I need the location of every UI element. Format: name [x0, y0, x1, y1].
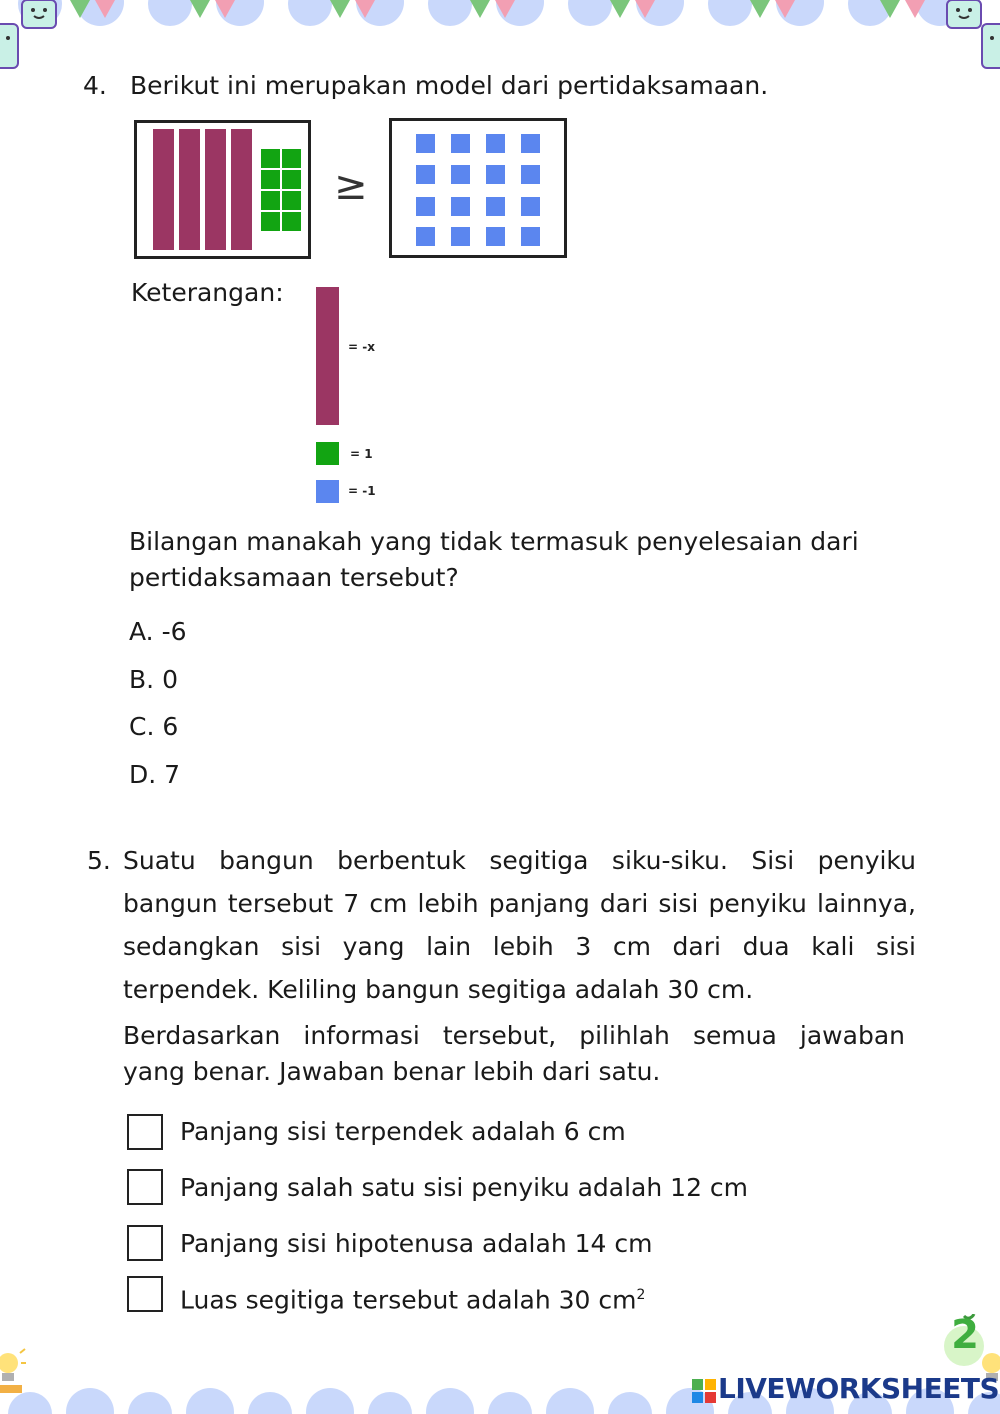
option-c[interactable] [129, 711, 178, 743]
negative-unit-tile [416, 227, 435, 246]
cube-mascot-icon [980, 22, 1000, 70]
question-prompt: Berikut ini merupakan model dari pertidaksamaan. [130, 71, 769, 100]
legend-blue-label: = -1 [348, 484, 376, 498]
choice-label [180, 1277, 645, 1318]
cube-mascot-icon [20, 0, 58, 30]
positive-unit-tile [282, 212, 301, 231]
liveworksheets-logo-icon [692, 1379, 716, 1403]
liveworksheets-logo[interactable]: LIVEWORKSHEETS [718, 1372, 1000, 1405]
negative-unit-tile [486, 227, 505, 246]
option-d[interactable] [129, 759, 180, 791]
negative-x-bar [205, 129, 226, 250]
negative-unit-tile [521, 165, 540, 184]
cube-mascot-icon [0, 22, 20, 70]
choice-label: Panjang sisi hipotenusa adalah 14 cm [180, 1229, 653, 1258]
choice-checkbox[interactable] [127, 1225, 163, 1261]
superscript-exponent: 2 [636, 1287, 646, 1303]
legend-bar-label: = -x [348, 340, 375, 354]
question-text-line: sedangkan sisi yang lain lebih 3 cm dari dua kali sisi [123, 932, 916, 961]
negative-unit-tile [486, 134, 505, 153]
negative-unit-tile [416, 165, 435, 184]
model-left-box [134, 120, 311, 259]
negative-unit-tile [521, 227, 540, 246]
negative-unit-tile [451, 165, 470, 184]
legend-title: Keterangan: [131, 278, 284, 307]
question-text-line: pertidaksamaan tersebut? [129, 563, 459, 592]
negative-x-bar [153, 129, 174, 250]
choice-label: Panjang sisi terpendek adalah 6 cm [180, 1117, 626, 1146]
option-a[interactable] [129, 616, 187, 648]
instruction-line: yang benar. Jawaban benar lebih dari satu. [123, 1057, 661, 1086]
legend-bar-swatch [316, 287, 339, 425]
question-number: 5. [87, 846, 111, 875]
negative-unit-tile [486, 197, 505, 216]
legend-green-swatch [316, 442, 339, 465]
positive-unit-tile [282, 149, 301, 168]
negative-unit-tile [521, 197, 540, 216]
negative-unit-tile [451, 227, 470, 246]
choice-checkbox[interactable] [127, 1276, 163, 1312]
negative-x-bar [231, 129, 252, 250]
option-letter: B. [129, 665, 155, 694]
choice-label: Panjang salah satu sisi penyiku adalah 12 cm [180, 1173, 749, 1202]
question-text-line: bangun tersebut 7 cm lebih panjang dari sisi penyiku lainnya, [123, 889, 916, 918]
negative-unit-tile [521, 134, 540, 153]
top-bunting-decoration [0, 0, 1000, 30]
negative-x-bar [179, 129, 200, 250]
negative-unit-tile [486, 165, 505, 184]
positive-unit-tile [282, 170, 301, 189]
negative-unit-tile [416, 134, 435, 153]
option-letter: C. [129, 712, 155, 741]
negative-unit-tile [416, 197, 435, 216]
legend-green-label: = 1 [350, 447, 373, 461]
choice-label-text: Luas segitiga tersebut adalah 30 cm [180, 1285, 637, 1315]
positive-unit-tile [261, 170, 280, 189]
positive-unit-tile [282, 191, 301, 210]
choice-checkbox[interactable] [127, 1169, 163, 1205]
page-number: 2 [951, 1312, 979, 1358]
option-letter: D. [129, 760, 157, 789]
choice-checkbox[interactable] [127, 1114, 163, 1150]
positive-unit-tile [261, 149, 280, 168]
model-right-box [389, 118, 567, 258]
question-text-line: Suatu bangun berbentuk segitiga siku-siku. Sisi penyiku [123, 846, 916, 875]
option-value: 6 [162, 712, 179, 741]
lightbulb-icon [0, 1345, 26, 1395]
cube-mascot-icon [945, 0, 983, 30]
option-letter: A. [129, 617, 154, 646]
instruction-line: Berdasarkan informasi tersebut, pilihlah semua jawaban [123, 1021, 905, 1050]
option-value: 7 [164, 760, 181, 789]
question-text-line: Bilangan manakah yang tidak termasuk penyelesaian dari [129, 527, 859, 556]
positive-unit-tile [261, 212, 280, 231]
legend-blue-swatch [316, 480, 339, 503]
negative-unit-tile [451, 197, 470, 216]
inequality-symbol: ≥ [334, 163, 368, 209]
option-value: -6 [161, 617, 187, 646]
option-value: 0 [162, 665, 178, 694]
negative-unit-tile [451, 134, 470, 153]
option-b[interactable] [129, 664, 178, 696]
question-text-line: terpendek. Keliling bangun segitiga adalah 30 cm. [123, 975, 754, 1004]
positive-unit-tile [261, 191, 280, 210]
question-number: 4. [83, 71, 107, 100]
